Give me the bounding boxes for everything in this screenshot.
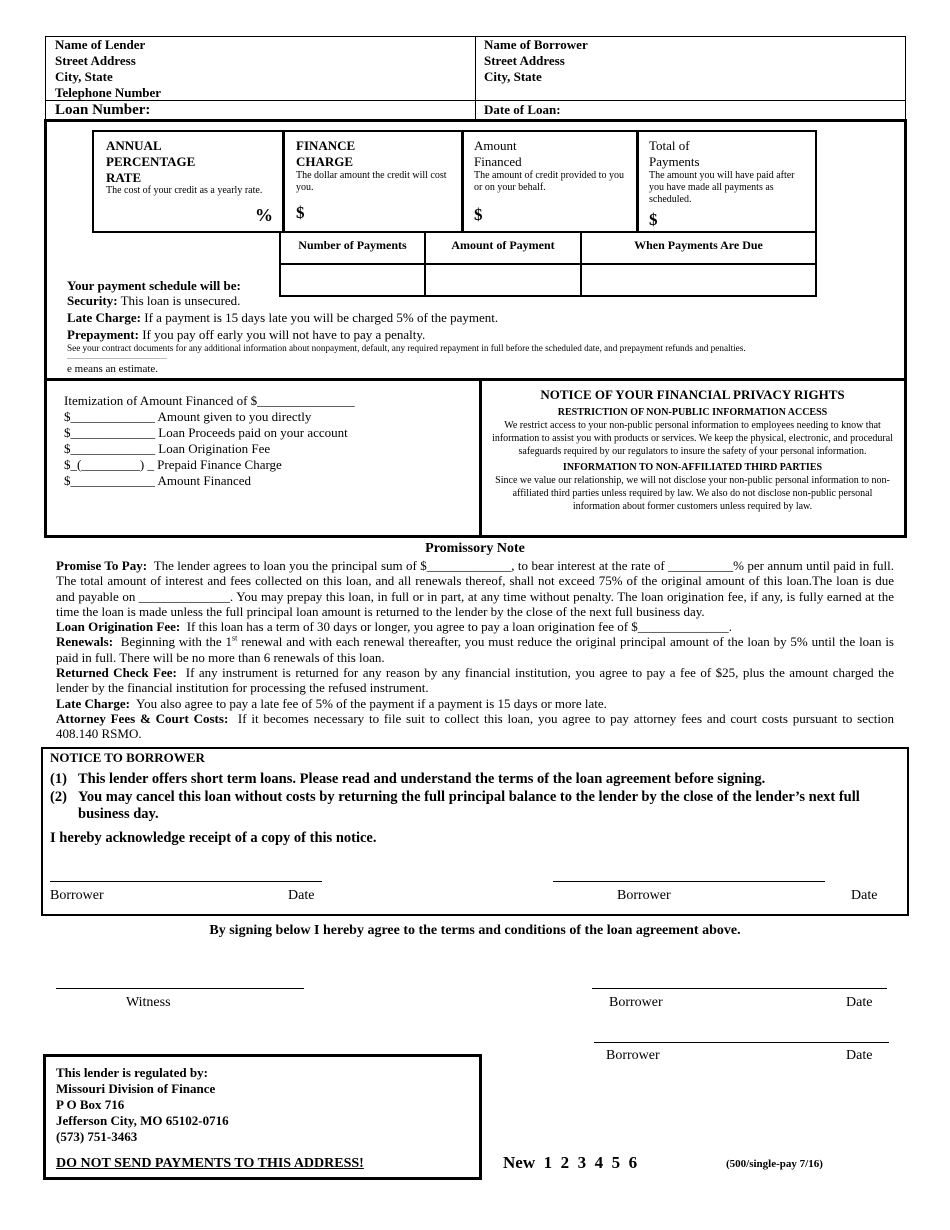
finance-charge-title: FINANCE CHARGE bbox=[296, 138, 356, 169]
schedule-header-number: Number of Payments bbox=[298, 238, 407, 252]
loan-number-label: Loan Number: bbox=[55, 102, 151, 118]
loan-origination-fee: Loan Origination Fee: If this loan has a term of 30 days or longer, you agree to pay a loan origination fee of $______________. bbox=[56, 619, 733, 635]
renewal-marks: New 1 2 3 4 5 6 bbox=[503, 1153, 638, 1172]
security-line: Security: This loan is unsecured. bbox=[67, 293, 241, 308]
date-label-1: Date bbox=[846, 995, 873, 1010]
finance-charge-dollar-symbol: $ bbox=[296, 203, 305, 222]
notice-date-label-right: Date bbox=[851, 888, 878, 903]
lender-street: Street Address bbox=[55, 53, 136, 68]
lender-city: City, State bbox=[55, 69, 113, 84]
regulator-city: Jefferson City, MO 65102-0716 bbox=[56, 1113, 229, 1128]
schedule-header-amount: Amount of Payment bbox=[451, 238, 555, 252]
privacy-text-third-parties: Since we value our relationship, we will not disclose your non-public personal information to non-affiliated third parties unless required by law. We also do not disclose non-public personal information about former customers unless required by law. bbox=[495, 475, 890, 512]
schedule-header-when: When Payments Are Due bbox=[634, 238, 763, 252]
amount-financed-description: The amount of credit provided to you or on your behalf. bbox=[474, 170, 624, 193]
privacy-subtitle-restriction: RESTRICTION OF NON-PUBLIC INFORMATION ACCESS bbox=[557, 407, 828, 418]
notice-item-1: (1) This lender offers short term loans. Please read and understand the terms of the loan agreement before signing. bbox=[50, 771, 766, 787]
lender-block bbox=[55, 37, 161, 101]
promissory-note-title: Promissory Note bbox=[425, 541, 525, 556]
borrower-label-2: Borrower bbox=[606, 1048, 660, 1063]
total-payments-dollar-symbol: $ bbox=[649, 210, 658, 229]
notice-borrower-label-right: Borrower bbox=[617, 888, 671, 903]
itemization-section bbox=[64, 393, 355, 489]
regulator-po-box: P O Box 716 bbox=[56, 1097, 125, 1112]
schedule-label: Your payment schedule will be: bbox=[67, 278, 241, 293]
itemization-title: Itemization of Amount Financed of $_______________ bbox=[64, 393, 355, 408]
total-payments-title: Total of Payments bbox=[649, 138, 700, 169]
notice-item-2: (2) You may cancel this loan without costs by returning the full principal balance to the lender by the close of the lender’s next full business day. bbox=[50, 789, 860, 822]
borrower-city: City, State bbox=[484, 69, 542, 84]
date-label-2: Date bbox=[846, 1048, 873, 1063]
regulator-heading: This lender is regulated by: bbox=[56, 1065, 208, 1080]
borrower-signature-line-1[interactable] bbox=[592, 988, 887, 989]
borrower-street: Street Address bbox=[484, 53, 565, 68]
promise-to-pay: Promise To Pay: The lender agrees to loan you the principal sum of $_____________, to bear interest at the rate of __________% per annum until paid in full. The total amount of interest and fees collected on this loan, and all renewals thereof, shall not exceed 75% of the original amount of this loan.The loan is due and payable on ______________. You may prepay this loan, in full or in part, at any time without penalty. The loan origination fee, if any, is fully earned at the time the loan is made unless the full principal loan amount is returned to the lender by the close of the next full business day. bbox=[56, 558, 895, 619]
privacy-title: NOTICE OF YOUR FINANCIAL PRIVACY RIGHTS bbox=[540, 387, 845, 402]
witness-label: Witness bbox=[126, 995, 171, 1010]
late-charge-line: Late Charge: If a payment is 15 days late you will be charged 5% of the payment. bbox=[67, 310, 499, 325]
privacy-text-restriction: We restrict access to your non-public personal information to employees needing to know that information to assist you with products or services. We keep the physical, electronic, and procedural safeguards required by our regulators to insure the safety of your personal information. bbox=[492, 420, 893, 457]
borrower-label-1: Borrower bbox=[609, 995, 663, 1010]
estimate-note: e means an estimate. bbox=[67, 363, 159, 375]
privacy-subtitle-third-parties: INFORMATION TO NON-AFFILIATED THIRD PARTIES bbox=[562, 462, 823, 473]
finance-charge-description: The dollar amount the credit will cost you. bbox=[296, 170, 447, 193]
itemization-line: $_____________ Amount Financed bbox=[64, 473, 252, 488]
notice-date-label-left: Date bbox=[288, 888, 315, 903]
lender-name: Name of Lender bbox=[55, 37, 146, 52]
date-of-loan-label: Date of Loan: bbox=[484, 102, 561, 117]
form-code: (500/single-pay 7/16) bbox=[726, 1158, 823, 1170]
privacy-notice bbox=[490, 386, 895, 513]
total-payments-description: The amount you will have paid after you have made all payments as scheduled. bbox=[649, 170, 795, 205]
regulator-agency: Missouri Division of Finance bbox=[56, 1081, 216, 1096]
notice-borrower-label-left: Borrower bbox=[50, 888, 104, 903]
no-payments-warning: DO NOT SEND PAYMENTS TO THIS ADDRESS! bbox=[56, 1156, 364, 1171]
borrower-block bbox=[484, 37, 588, 85]
amount-financed-dollar-symbol: $ bbox=[474, 205, 483, 224]
itemization-line: $_____________ Loan Origination Fee bbox=[64, 441, 271, 456]
late-charge-note: Late Charge: You also agree to pay a late fee of 5% of the payment if a payment is 15 days or more late. bbox=[56, 695, 607, 711]
apr-description: The cost of your credit as a yearly rate. bbox=[106, 185, 263, 196]
returned-check-fee: Returned Check Fee: If any instrument is returned for any reason by any financial institution, you agree to pay a fee of $25, plus the amount charged the lender by the financial institution for processing the refused instrument. bbox=[56, 665, 894, 696]
promissory-note-body bbox=[56, 558, 894, 742]
lender-phone: Telephone Number bbox=[55, 85, 162, 100]
notice-title: NOTICE TO BORROWER bbox=[50, 750, 205, 765]
itemization-line: $_____________ Amount given to you directly bbox=[64, 409, 312, 424]
itemization-line: $_____________ Loan Proceeds paid on your account bbox=[64, 425, 348, 440]
borrower-signature-line-2[interactable] bbox=[594, 1042, 889, 1043]
attorney-fees: Attorney Fees & Court Costs: If it becomes necessary to file suit to collect this loan, you agree to pay attorney fees and court costs pursuant to section 408.140 RSMO. bbox=[56, 710, 895, 742]
borrower-name: Name of Borrower bbox=[484, 37, 588, 52]
prepayment-line: Prepayment: If you pay off early you will not have to pay a penalty. bbox=[67, 327, 426, 342]
notice-acknowledgement: I hereby acknowledge receipt of a copy of this notice. bbox=[50, 830, 377, 846]
itemization-line: $_(_________) _ Prepaid Finance Charge bbox=[64, 457, 282, 472]
regulator-phone: (573) 751-3463 bbox=[56, 1129, 138, 1144]
apr-percent-symbol: % bbox=[255, 205, 273, 225]
notice-signature-line-left[interactable] bbox=[50, 881, 322, 882]
witness-signature-line[interactable] bbox=[56, 988, 304, 989]
renewals: Renewals: Beginning with the 1st renewal and with each renewal thereafter, you must reduce the original principal amount of the loan by 5% until the loan is paid in full. There will be no more than 6 renewals of this loan. bbox=[56, 634, 894, 665]
amount-financed-title: Amount Financed bbox=[474, 138, 522, 169]
notice-signature-line-right[interactable] bbox=[553, 881, 825, 882]
regulator-info bbox=[56, 1065, 229, 1145]
signing-statement: By signing below I hereby agree to the terms and conditions of the loan agreement above. bbox=[209, 923, 741, 938]
apr-title: ANNUAL PERCENTAGE RATE bbox=[106, 138, 196, 185]
contract-note: See your contract documents for any additional information about nonpayment, default, any required repayment in full before the scheduled date, and prepayment refunds and penalties. bbox=[67, 343, 746, 353]
